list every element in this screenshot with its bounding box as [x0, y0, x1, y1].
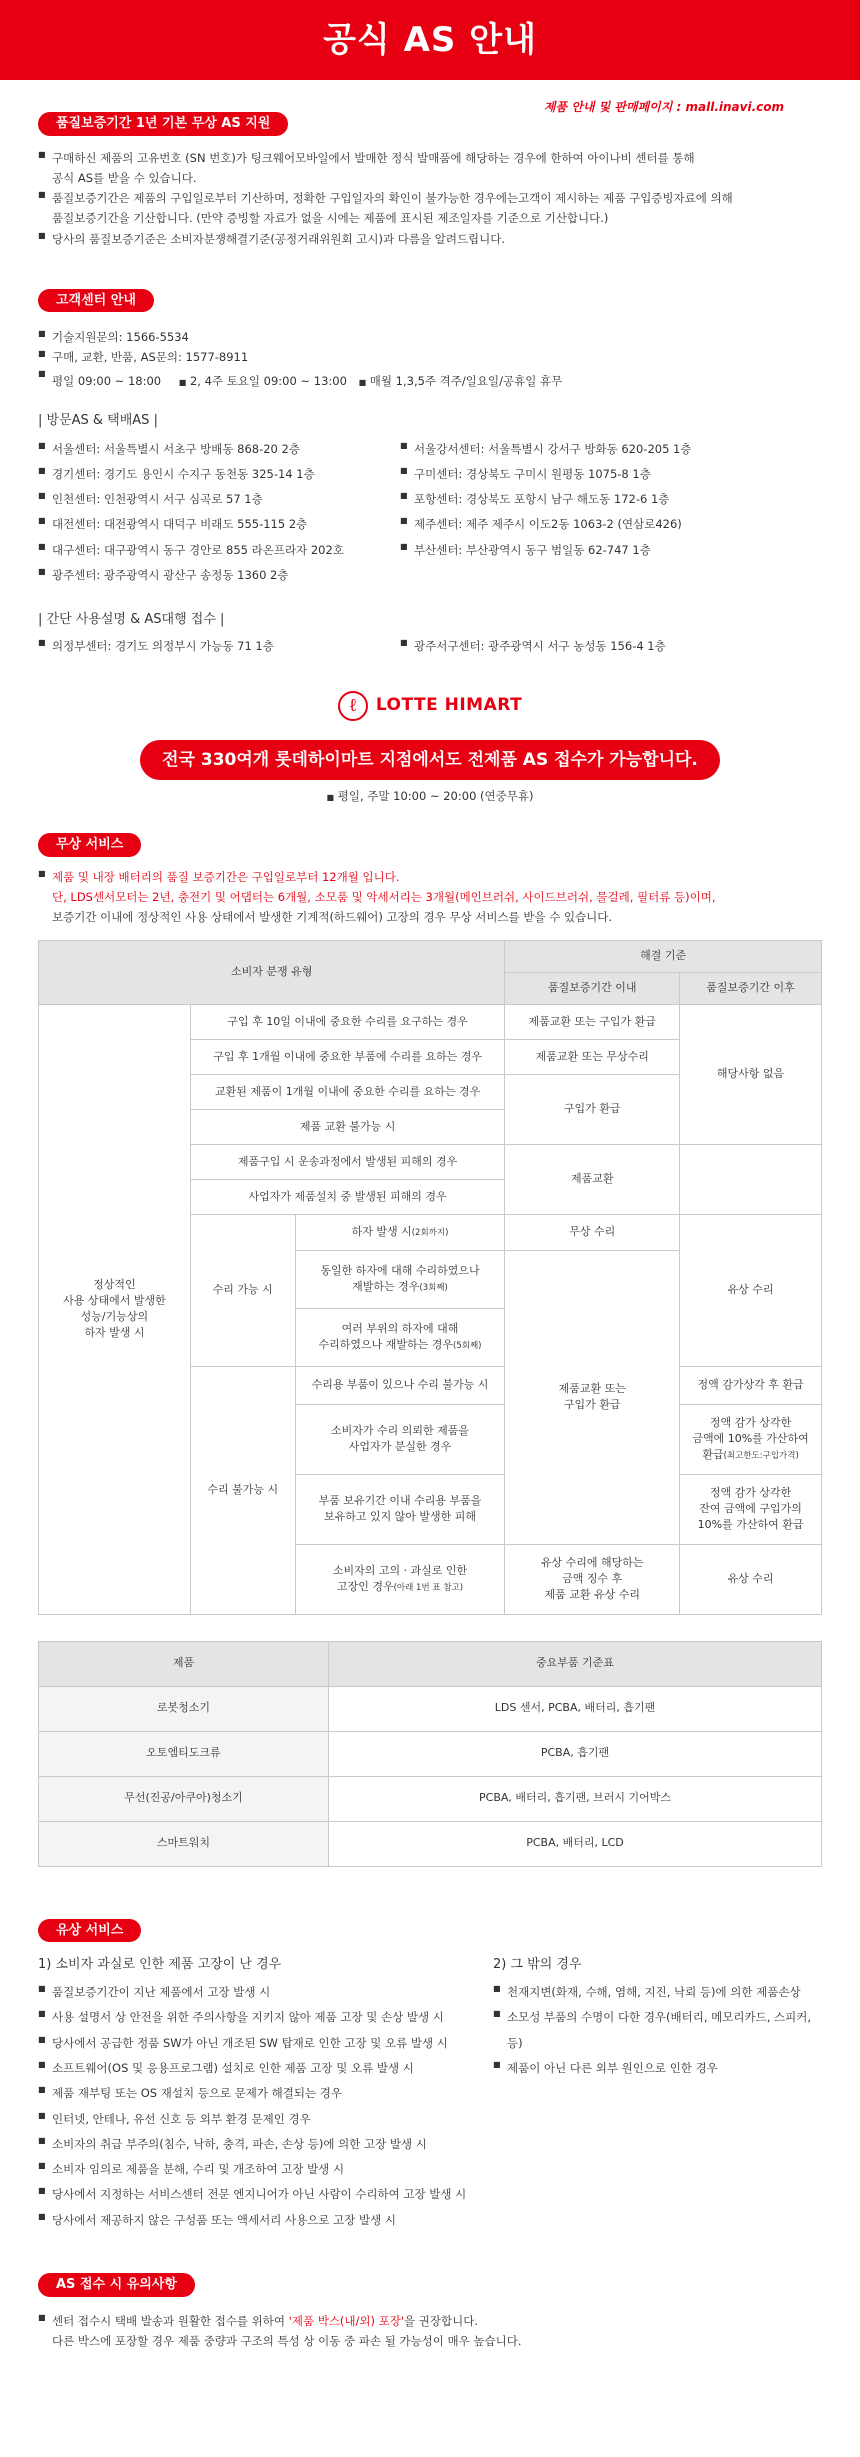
free-notes — [38, 867, 822, 887]
page-title: 공식 AS 안내 — [323, 19, 537, 60]
table-cell: 유상 수리 — [680, 1544, 822, 1614]
table-cell: 로봇청소기 — [39, 1686, 329, 1731]
normal-use-cell: 정상적인 사용 상태에서 발생한 성능/기능상의 하자 발생 시 — [39, 1004, 191, 1614]
purchase-phone: ■ 구매, 교환, 반품, AS문의: 1577-8911 — [38, 347, 822, 367]
list-item: 공식 AS를 받을 수 있습니다. — [52, 171, 197, 186]
dispute-table — [38, 940, 822, 1615]
customer-label: 고객센터 안내 — [38, 289, 154, 313]
table-cell: PCBA, 배터리, 흡기팬, 브러시 기어박스 — [329, 1776, 822, 1821]
table-cell: 정액 감가 상각한 금액에 10%를 가산하여 환급(최고한도:구입가격) — [680, 1404, 822, 1474]
list-item: ■ 당사에서 공급한 정품 SW가 아닌 개조된 SW 탑재로 인한 고장 및 오류 발생 시 — [38, 2031, 493, 2056]
warranty-label: 품질보증기간 1년 기본 무상 AS 지원 — [38, 112, 288, 136]
table-cell: 제품교환 또는 구입가 환급 — [505, 1004, 680, 1039]
table-cell: PCBA, 배터리, LCD — [329, 1821, 822, 1866]
table-cell: 유상 수리 — [680, 1214, 822, 1366]
lotte-logo-icon: ℓ — [338, 691, 368, 721]
table-cell: 해당사항 없음 — [680, 1004, 822, 1144]
table-cell: 오토엠티도크류 — [39, 1731, 329, 1776]
table-cell: 구입 후 1개월 이내에 중요한 부품에 수리를 요하는 경우 — [190, 1039, 505, 1074]
parts-table — [38, 1641, 822, 1867]
list-item: ■ 품질보증기간이 지난 제품에서 고장 발생 시 — [38, 1980, 493, 2005]
table-cell: 스마트워치 — [39, 1821, 329, 1866]
list-item: ■ 사용 설명서 상 안전을 위한 주의사항을 지키지 않아 제품 고장 및 손상 발생 시 — [38, 2005, 493, 2030]
paid-left-title: 1) 소비자 과실로 인한 제품 고장이 난 경우 — [38, 1956, 282, 1972]
paid-right-list — [493, 1980, 822, 2081]
paid-label: 유상 서비스 — [38, 1919, 141, 1943]
free-line-3: 보증기간 이내에 정상적인 사용 상태에서 발생한 기계적(하드웨어) 고장의 경우 무상 서비스를 받을 수 있습니다. — [52, 910, 613, 925]
notes-label: AS 접수 시 유의사항 — [38, 2273, 195, 2297]
table-cell — [680, 1144, 822, 1214]
warranty-list — [38, 148, 822, 249]
simple-title: | 간단 사용설명 & AS대행 접수 | — [38, 612, 225, 628]
list-item: ■ 광주센터: 광주광역시 광산구 송정동 1360 2층 — [38, 563, 400, 588]
list-item: ■ 구매하신 제품의 고유번호 (SN 번호)가 팅크웨어모바일에서 발매한 정식 발매품에 해당하는 경우에 한하여 아이나비 센터를 통해 — [38, 148, 822, 168]
list-item: ■ 제품 재부팅 또는 OS 재설치 등으로 문제가 해결되는 경우 — [38, 2081, 493, 2106]
visit-right-list — [400, 437, 822, 589]
list-item: ■ 소비자의 취급 부주의(침수, 낙하, 충격, 파손, 손상 등)에 의한 고장 발생 시 — [38, 2132, 493, 2157]
table-cell: 제품교환 또는 구입가 환급 — [505, 1250, 680, 1544]
table-cell: 제품교환 — [505, 1144, 680, 1214]
list-item: ■ 당사의 품질보증기준은 소비자분쟁해결기준(공정거래위원회 고시)과 다름을 알려드립니다. — [38, 229, 822, 249]
header-product: 제품 — [39, 1641, 329, 1686]
table-cell: 구입가 환급 — [505, 1074, 680, 1144]
table-cell: 무상 수리 — [505, 1214, 680, 1250]
list-item: ■ 소모성 부품의 수명이 다한 경우(배터리, 메모리카드, 스피커, 등) — [493, 2005, 822, 2056]
table-row — [39, 1686, 822, 1731]
header-type: 소비자 분쟁 유형 — [39, 940, 505, 1004]
list-item: ■ 부산센터: 부산광역시 동구 범일동 62-747 1층 — [400, 538, 822, 563]
table-cell: 교환된 제품이 1개월 이내에 중요한 수리를 요하는 경우 — [190, 1074, 505, 1109]
tech-support-phone: ■ 기술지원문의: 1566-5534 — [38, 327, 822, 347]
list-item: ■ 서울센터: 서울특별시 서초구 방배동 868-20 2층 — [38, 437, 400, 462]
table-row — [39, 1776, 822, 1821]
table-cell: 제품구입 시 운송과정에서 발생된 피해의 경우 — [190, 1144, 505, 1179]
table-cell: 수리용 부품이 있으나 수리 불가능 시 — [295, 1366, 505, 1404]
free-line-1: ■ 제품 및 내장 배터리의 품질 보증기간은 구입일로부터 12개월 입니다. — [38, 867, 822, 887]
lotte-hours: ■ 평일, 주말 10:00 ~ 20:00 (연중무휴) — [326, 788, 534, 803]
paid-right-title: 2) 그 밖의 경우 — [493, 1956, 582, 1972]
table-cell: 부품 보유기간 이내 수리용 부품을 보유하고 있지 않아 발생한 피해 — [295, 1474, 505, 1544]
table-cell: PCBA, 흡기팬 — [329, 1731, 822, 1776]
free-label: 무상 서비스 — [38, 833, 141, 857]
table-row — [39, 1821, 822, 1866]
list-item: ■ 소비자 임의로 제품을 분해, 수리 및 개조하여 고장 발생 시 — [38, 2157, 493, 2182]
lotte-himart-logo — [38, 688, 822, 724]
list-item: ■ 천재지변(화재, 수해, 염해, 지진, 낙뢰 등)에 의한 제품손상 — [493, 1980, 822, 2005]
simple-center-left: ■ 의정부센터: 경기도 의정부시 가능동 71 1층 — [38, 636, 400, 656]
notes-line-1: ■ 센터 접수시 택배 발송과 원활한 접수를 위하여 '제품 박스(내/외) 포장'을 권장합니다. — [38, 2311, 822, 2331]
hours-row: ■ 평일 09:00 ~ 18:00 ■ 2, 4주 토요일 09:00 ~ 13:00 ■ 매월 1,3,5주 격주/일요일/공휴일 휴무 — [38, 367, 822, 391]
list-item: ■ 인터넷, 안테나, 유선 신호 등 외부 환경 문제인 경우 — [38, 2107, 493, 2132]
table-cell: 정액 감가상각 후 환급 — [680, 1366, 822, 1404]
mall-link[interactable]: 제품 안내 및 판매페이지 : mall.inavi.com — [543, 100, 784, 114]
table-cell: 제품 교환 불가능 시 — [190, 1109, 505, 1144]
header-solution: 해결 기준 — [505, 940, 822, 972]
list-item: ■ 소프트웨어(OS 및 응용프로그램) 설치로 인한 제품 고장 및 오류 발생 시 — [38, 2056, 493, 2081]
repairable-cell: 수리 가능 시 — [190, 1214, 295, 1366]
notes-list — [38, 2311, 822, 2331]
table-cell: 소비자가 수리 의뢰한 제품을 사업자가 분실한 경우 — [295, 1404, 505, 1474]
free-notes-cont — [38, 887, 822, 927]
table-cell: 정액 감가 상각한 잔여 금액에 구입가의 10%를 가산하여 환급 — [680, 1474, 822, 1544]
visit-left-list — [38, 437, 400, 589]
table-cell: 사업자가 제품설치 중 발생된 피해의 경우 — [190, 1179, 505, 1214]
table-cell: 동일한 하자에 대해 수리하였으나 재발하는 경우(3회째) — [295, 1250, 505, 1308]
lotte-logo-text: LOTTE HIMART — [375, 695, 523, 716]
list-item: ■ 구미센터: 경상북도 구미시 원평동 1075-8 1층 — [400, 462, 822, 487]
visit-title: | 방문AS & 택배AS | — [38, 413, 158, 428]
unrepairable-cell: 수리 불가능 시 — [190, 1366, 295, 1614]
table-cell: 유상 수리에 해당하는 금액 징수 후 제품 교환 유상 수리 — [505, 1544, 680, 1614]
table-cell: 소비자의 고의 · 과실로 인한 고장인 경우(아래 1번 표 참고) — [295, 1544, 505, 1614]
notes-line-2: 다른 박스에 포장할 경우 제품 중량과 구조의 특성 상 이동 중 파손 될 가능성이 매우 높습니다. — [52, 2334, 522, 2349]
table-cell: 구입 후 10일 이내에 중요한 수리를 요구하는 경우 — [190, 1004, 505, 1039]
list-item: ■ 서울강서센터: 서울특별시 강서구 방화동 620-205 1층 — [400, 437, 822, 462]
customer-list — [38, 327, 822, 391]
list-item: ■ 대구센터: 대구광역시 동구 경안로 855 라온프라자 202호 — [38, 538, 400, 563]
table-row — [39, 1731, 822, 1776]
table-cell: LDS 센서, PCBA, 배터리, 흡기팬 — [329, 1686, 822, 1731]
list-item: 품질보증기간을 기산합니다. (만약 증빙할 자료가 없을 시에는 제품에 표시된 제조일자를 기준으로 기산합니다.) — [52, 211, 609, 226]
table-cell: 제품교환 또는 무상수리 — [505, 1039, 680, 1074]
table-cell: 무선(진공/아쿠아)청소기 — [39, 1776, 329, 1821]
list-item: ■ 당사에서 지정하는 서비스센터 전문 엔지니어가 아닌 사람이 수리하여 고장 발생 시 — [38, 2182, 493, 2207]
list-item: ■ 제주센터: 제주 제주시 이도2동 1063-2 (연삼로426) — [400, 512, 822, 537]
list-item: ■ 당사에서 제공하지 않은 구성품 또는 액세서리 사용으로 고장 발생 시 — [38, 2208, 493, 2233]
simple-center-right: ■ 광주서구센터: 광주광역시 서구 농성동 156-4 1층 — [400, 636, 822, 656]
table-cell: 여러 부위의 하자에 대해 수리하였으나 재발하는 경우(5회째) — [295, 1308, 505, 1366]
page-header — [0, 0, 860, 80]
paid-left-list — [38, 1980, 493, 2233]
list-item: ■ 제품이 아닌 다른 외부 원인으로 인한 경우 — [493, 2056, 822, 2081]
table-cell: 하자 발생 시(2회까지) — [295, 1214, 505, 1250]
header-within: 품질보증기간 이내 — [505, 972, 680, 1004]
list-item: ■ 포항센터: 경상북도 포항시 남구 해도동 172-6 1층 — [400, 487, 822, 512]
header-parts: 중요부품 기준표 — [329, 1641, 822, 1686]
lotte-banner: 전국 330여개 롯데하이마트 지점에서도 전제품 AS 접수가 가능합니다. — [140, 740, 720, 780]
list-item: ■ 인천센터: 인천광역시 서구 심곡로 57 1층 — [38, 487, 400, 512]
header-after: 품질보증기간 이후 — [680, 972, 822, 1004]
list-item: ■ 대전센터: 대전광역시 대덕구 비래도 555-115 2층 — [38, 512, 400, 537]
free-line-2: 단, LDS센서모터는 2년, 충전기 및 어댑터는 6개월, 소모품 및 악세서리는 3개월(메인브러쉬, 사이드브러쉬, 물걸레, 필터류 등)이며, — [52, 890, 716, 905]
list-item: ■ 경기센터: 경기도 용인시 수지구 동천동 325-14 1층 — [38, 462, 400, 487]
list-item: ■ 품질보증기간은 제품의 구입일로부터 기산하며, 정확한 구입일자의 확인이 불가능한 경우에는고객이 제시하는 제품 구입증빙자료에 의해 — [38, 188, 822, 208]
